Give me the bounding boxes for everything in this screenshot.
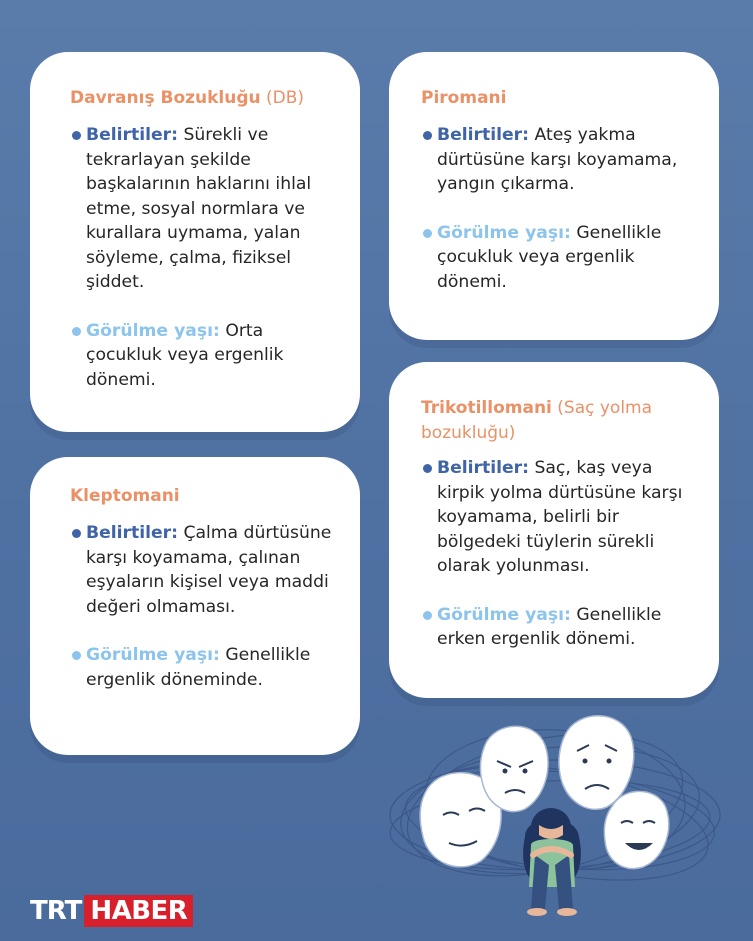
symptoms-text: Çalma dürtüsüne karşı koyamama, çalınan eşyaların kişisel veya maddi değeri olmaması.: [86, 523, 332, 617]
symptoms-item: [70, 123, 342, 295]
title-text: Kleptomani: [70, 486, 180, 506]
onset-age-item: [421, 221, 701, 295]
symptoms-label: Belirtiler:: [86, 523, 179, 543]
onset-age-item: [421, 603, 701, 652]
bullet-icon: [423, 131, 432, 140]
symptoms-label: Belirtiler:: [437, 125, 530, 145]
card-title: [70, 86, 342, 111]
title-subtext: (DB): [260, 88, 305, 108]
symptoms-label: Belirtiler:: [437, 458, 530, 478]
bullet-icon: [423, 229, 432, 238]
symptoms-text: Saç, kaş veya kirpik yolma dürtüsüne karşı koyamama, belirli bir bölgedeki tüylerin sürekli olarak yolunması.: [437, 458, 683, 576]
onset-age-item: [70, 643, 342, 692]
title-text: Davranış Bozukluğu: [70, 88, 261, 108]
symptoms-label: Belirtiler:: [86, 125, 179, 145]
onset-age-text: Genellikle ergenlik döneminde.: [86, 645, 311, 690]
bullet-icon: [72, 327, 81, 336]
symptoms-item: [421, 123, 701, 197]
bullet-icon: [72, 131, 81, 140]
symptoms-text: Sürekli ve tekrarlayan şekilde başkalarının haklarını ihlal etme, sosyal normlara ve kurallara uymama, yalan söyleme, çalma, fiziksel şiddet.: [86, 125, 312, 292]
bullet-icon: [72, 651, 81, 660]
onset-age-label: Görülme yaşı:: [86, 645, 220, 665]
card-title: [421, 86, 701, 111]
onset-age-text: Genellikle erken ergenlik dönemi.: [437, 604, 662, 649]
onset-age-text: Genellikle çocukluk veya ergenlik dönemi.: [437, 222, 662, 292]
onset-age-label: Görülme yaşı:: [437, 604, 571, 625]
card-title: [421, 396, 701, 446]
title-subtext: (Saç yolma bozukluğu): [421, 398, 653, 443]
symptoms-item: [70, 521, 342, 619]
onset-age-text: Orta çocukluk veya ergenlik dönemi.: [86, 320, 284, 390]
onset-age-label: Görülme yaşı:: [86, 320, 220, 341]
logo-trt-text: TRT: [30, 896, 82, 926]
card-piromani: [389, 52, 719, 340]
card-trikotillomani: [389, 362, 719, 698]
card-kleptomani: [30, 457, 360, 755]
logo-haber-text: HABER: [84, 895, 193, 927]
card-title: [70, 484, 342, 509]
symptoms-text: Ateş yakma dürtüsüne karşı koyamama, yangın çıkarma.: [437, 125, 678, 194]
trt-haber-logo: [30, 895, 193, 927]
bullet-icon: [423, 464, 432, 473]
bullet-icon: [423, 611, 432, 620]
person-with-masks-illustration: [385, 705, 725, 925]
mask-angry-icon: [481, 726, 549, 811]
card-davranis-bozuklugu: [30, 52, 360, 432]
title-text: Trikotillomani: [421, 398, 552, 418]
title-text: Piromani: [421, 88, 507, 108]
mask-happy-icon: [604, 791, 668, 868]
symptoms-item: [421, 456, 701, 579]
sitting-person-icon: [523, 808, 581, 916]
bullet-icon: [72, 529, 81, 538]
onset-age-label: Görülme yaşı:: [437, 222, 571, 243]
onset-age-item: [70, 319, 342, 393]
